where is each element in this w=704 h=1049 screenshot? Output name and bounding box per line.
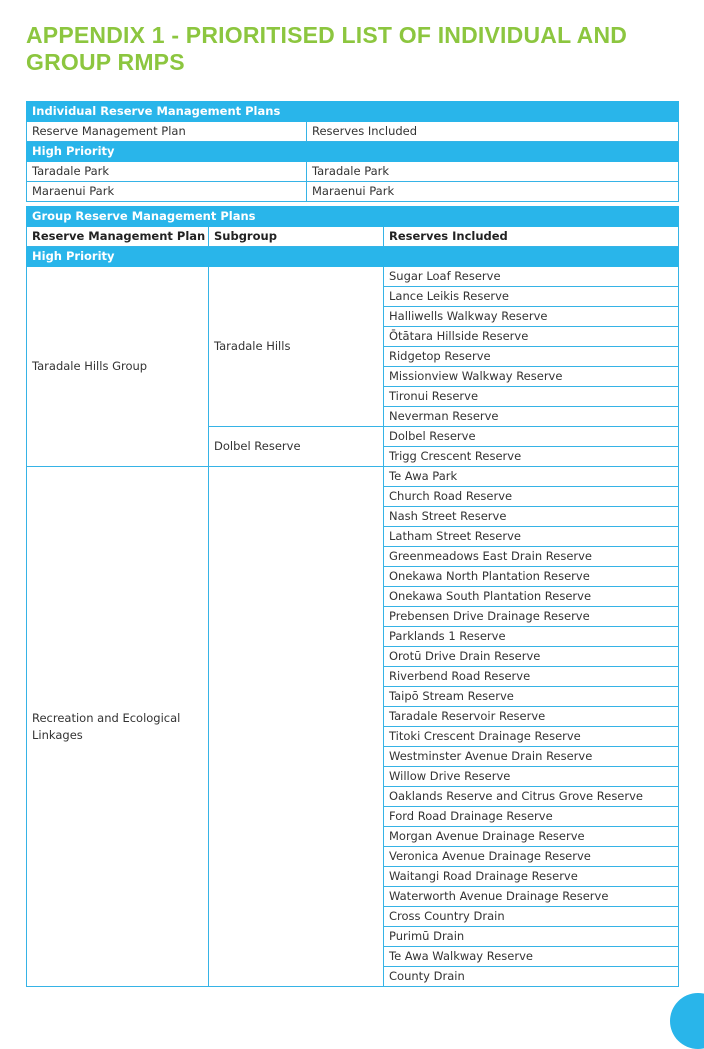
reserve-cell: Orotū Drive Drain Reserve — [384, 647, 679, 667]
reserve-cell: Oaklands Reserve and Citrus Grove Reserve — [384, 787, 679, 807]
page-corner-decoration — [670, 993, 704, 1049]
reserve-cell: Sugar Loaf Reserve — [384, 267, 679, 287]
reserve-cell: Ford Road Drainage Reserve — [384, 807, 679, 827]
group-col-reserves: Reserves Included — [384, 227, 679, 247]
individual-col-plan: Reserve Management Plan — [27, 122, 307, 142]
reserve-cell: Waitangi Road Drainage Reserve — [384, 867, 679, 887]
reserve-cell: Prebensen Drive Drainage Reserve — [384, 607, 679, 627]
group-rmp-table — [26, 206, 679, 987]
group-col-subgroup: Subgroup — [209, 227, 384, 247]
reserve-cell: Tironui Reserve — [384, 387, 679, 407]
individual-rmp-table — [26, 101, 679, 202]
reserve-cell: Greenmeadows East Drain Reserve — [384, 547, 679, 567]
table-row — [27, 467, 679, 487]
reserve-cell: Church Road Reserve — [384, 487, 679, 507]
group-priority-row — [27, 247, 679, 267]
subgroup-name-cell: Dolbel Reserve — [209, 427, 384, 467]
reserve-cell: Dolbel Reserve — [384, 427, 679, 447]
reserve-cell: Nash Street Reserve — [384, 507, 679, 527]
table-row — [27, 182, 679, 202]
reserve-cell: Ridgetop Reserve — [384, 347, 679, 367]
reserve-cell: Riverbend Road Reserve — [384, 667, 679, 687]
individual-priority-row — [27, 142, 679, 162]
reserve-cell: Onekawa North Plantation Reserve — [384, 567, 679, 587]
reserve-cell: Parklands 1 Reserve — [384, 627, 679, 647]
reserve-cell: Onekawa South Plantation Reserve — [384, 587, 679, 607]
group-name-cell: Taradale Hills Group — [27, 267, 209, 467]
reserve-cell: Titoki Crescent Drainage Reserve — [384, 727, 679, 747]
reserve-cell: Willow Drive Reserve — [384, 767, 679, 787]
reserve-cell: Trigg Crescent Reserve — [384, 447, 679, 467]
reserve-cell: County Drain — [384, 967, 679, 987]
individual-col-reserves: Reserves Included — [307, 122, 679, 142]
group-name-cell: Recreation and Ecological Linkages — [27, 467, 209, 987]
reserve-cell: Taradale Park — [307, 162, 679, 182]
reserve-cell: Taipō Stream Reserve — [384, 687, 679, 707]
group-column-row — [27, 227, 679, 247]
group-col-plan: Reserve Management Plan — [27, 227, 209, 247]
subgroup-name-cell: Taradale Hills — [209, 267, 384, 427]
individual-column-row — [27, 122, 679, 142]
reserve-cell: Ōtātara Hillside Reserve — [384, 327, 679, 347]
individual-heading-row — [27, 102, 679, 122]
group-priority-label: High Priority — [27, 247, 679, 267]
reserve-cell: Taradale Reservoir Reserve — [384, 707, 679, 727]
page-title: APPENDIX 1 - PRIORITISED LIST OF INDIVIDUAL AND GROUP RMPS — [26, 22, 628, 75]
reserve-cell: Waterworth Avenue Drainage Reserve — [384, 887, 679, 907]
reserve-cell: Cross Country Drain — [384, 907, 679, 927]
reserve-cell: Missionview Walkway Reserve — [384, 367, 679, 387]
plan-cell: Maraenui Park — [27, 182, 307, 202]
reserve-cell: Neverman Reserve — [384, 407, 679, 427]
reserve-cell: Morgan Avenue Drainage Reserve — [384, 827, 679, 847]
reserve-cell: Veronica Avenue Drainage Reserve — [384, 847, 679, 867]
reserve-cell: Lance Leikis Reserve — [384, 287, 679, 307]
subgroup-name-cell — [209, 467, 384, 987]
individual-heading: Individual Reserve Management Plans — [27, 102, 679, 122]
reserve-cell: Westminster Avenue Drain Reserve — [384, 747, 679, 767]
reserve-cell: Halliwells Walkway Reserve — [384, 307, 679, 327]
individual-priority-label: High Priority — [27, 142, 679, 162]
group-heading-row — [27, 207, 679, 227]
reserve-cell: Purimū Drain — [384, 927, 679, 947]
table-row — [27, 267, 679, 287]
reserve-cell: Te Awa Park — [384, 467, 679, 487]
table-row — [27, 162, 679, 182]
plan-cell: Taradale Park — [27, 162, 307, 182]
group-heading: Group Reserve Management Plans — [27, 207, 679, 227]
reserve-cell: Latham Street Reserve — [384, 527, 679, 547]
reserve-cell: Maraenui Park — [307, 182, 679, 202]
reserve-cell: Te Awa Walkway Reserve — [384, 947, 679, 967]
